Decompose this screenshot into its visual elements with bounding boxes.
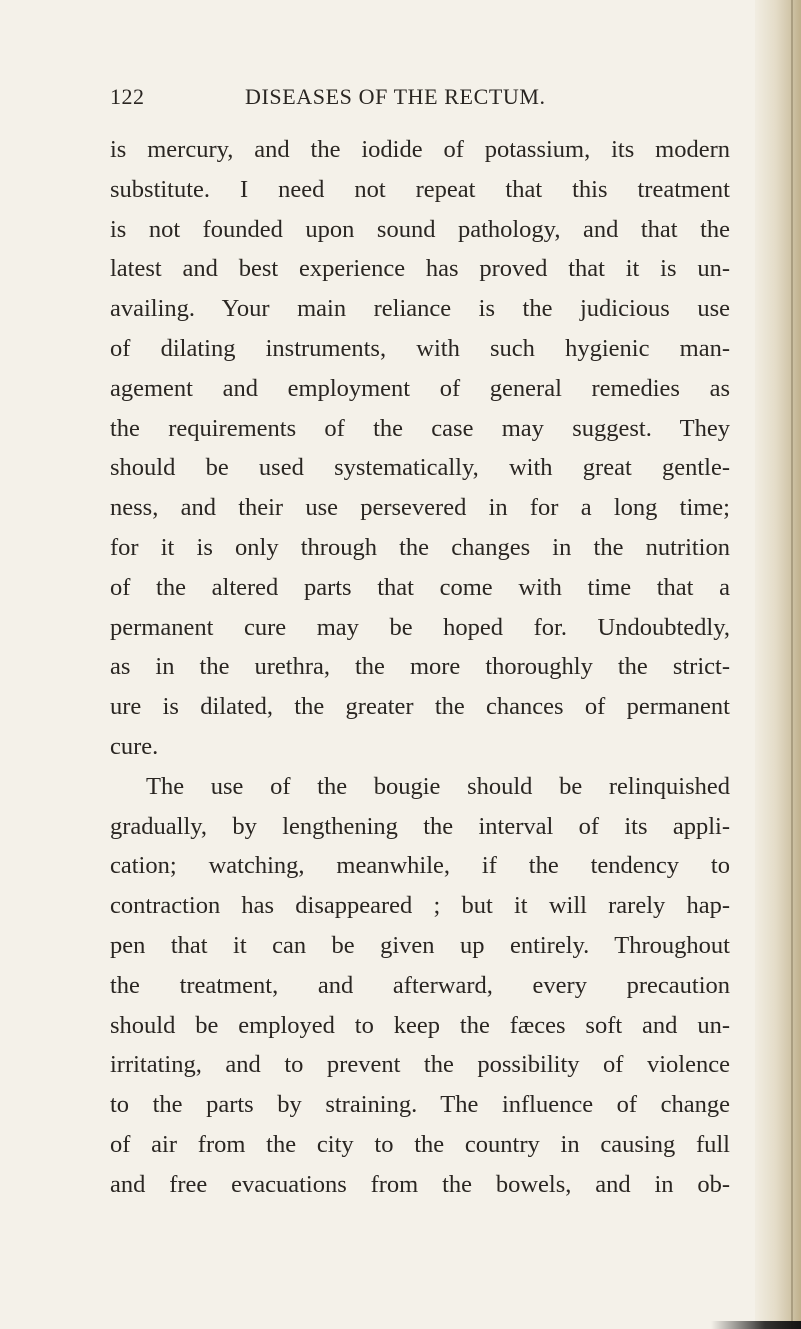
text-line-14: as in the urethra, the more thoroughly the strict- [110, 653, 730, 681]
text-line-24: irritating, and to prevent the possibility of violence [110, 1051, 730, 1079]
text-line-15: ure is dilated, the greater the chances of permanent [110, 693, 730, 721]
text-line-20: contraction has disappeared ; but it will rarely hap- [110, 892, 730, 920]
running-head [110, 82, 710, 112]
text-line-22: the treatment, and afterward, every precaution [110, 971, 730, 999]
text-line-23: should be employed to keep the fæces soft and un- [110, 1011, 730, 1039]
text-line-27: and free evacuations from the bowels, and in ob- [110, 1170, 730, 1198]
text-line-7: agement and employment of general remedies as [110, 374, 730, 402]
text-line-11: for it is only through the changes in the nutrition [110, 533, 730, 561]
text-line-4: latest and best experience has proved that it is un- [110, 255, 730, 283]
text-line-5: availing. Your main reliance is the judicious use [110, 295, 730, 323]
text-line-26: of air from the city to the country in causing full [110, 1130, 730, 1158]
text-line-19: cation; watching, meanwhile, if the tendency to [110, 852, 730, 880]
text-line-2: substitute. I need not repeat that this treatment [110, 175, 730, 203]
text-line-6: of dilating instruments, with such hygienic man- [110, 334, 730, 362]
body-text [110, 130, 730, 1205]
text-line-16: cure. [110, 732, 159, 760]
text-line-1: is mercury, and the iodide of potassium, its modern [110, 136, 730, 163]
page-number: 122 [110, 84, 145, 109]
page-edge-line [791, 0, 793, 1329]
text-line-13: permanent cure may be hoped for. Undoubtedly, [110, 613, 730, 641]
running-head-title: DISEASES OF THE RECTUM. [245, 84, 546, 109]
page-edge [755, 0, 801, 1329]
text-line-12: of the altered parts that come with time that a [110, 573, 730, 601]
text-line-25: to the parts by straining. The influence of change [110, 1091, 730, 1119]
text-line-9: should be used systematically, with great gentle- [110, 454, 730, 482]
bottom-shadow [711, 1321, 801, 1329]
text-line-18: gradually, by lengthening the interval of its appli- [110, 812, 730, 840]
text-line-21: pen that it can be given up entirely. Throughout [110, 931, 730, 959]
text-line-8: the requirements of the case may suggest. They [110, 414, 730, 442]
text-line-3: is not founded upon sound pathology, and that the [110, 215, 730, 243]
text-line-17: The use of the bougie should be relinquished [146, 772, 730, 800]
text-line-10: ness, and their use persevered in for a long time; [110, 494, 730, 522]
